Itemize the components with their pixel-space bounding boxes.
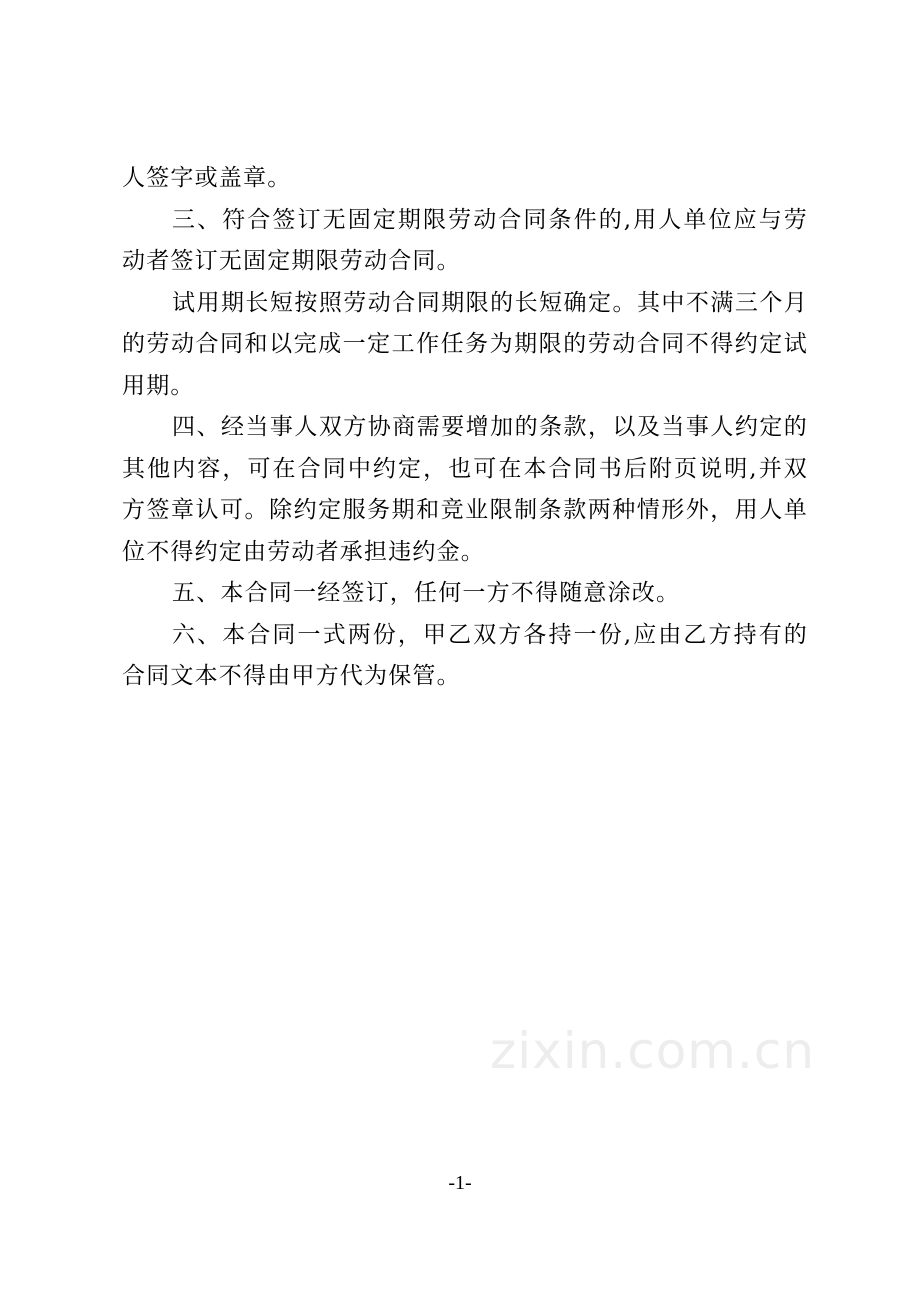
paragraph-clause-6: 六、本合同一式两份，甲乙双方各持一份,应由乙方持有的合同文本不得由甲方代为保管。 bbox=[122, 621, 808, 689]
page-number: -1- bbox=[448, 1172, 472, 1194]
paragraph-clause-5: 五、本合同一经签订，任何一方不得随意涂改。 bbox=[172, 580, 681, 606]
paragraph-clause-3: 三、符合签订无固定期限劳动合同条件的,用人单位应与劳动者签订无固定期限劳动合同。 bbox=[122, 206, 808, 274]
paragraph-clause-4: 四、经当事人双方协商需要增加的条款，以及当事人约定的其他内容，可在合同中约定，也可在本合同书后附页说明,并双方签章认可。除约定服务期和竞业限制条款两种情形外，用人单位不得约定由劳动者承担违约金。 bbox=[122, 414, 808, 565]
paragraph-probation: 试用期长短按照劳动合同期限的长短确定。其中不满三个月的劳动合同和以完成一定工作任务为期限的劳动合同不得约定试用期。 bbox=[122, 289, 808, 399]
paragraph-continuation: 人签字或盖章。 bbox=[122, 165, 292, 191]
watermark: zixin.com.cn bbox=[490, 1022, 816, 1080]
document-body bbox=[122, 158, 808, 698]
